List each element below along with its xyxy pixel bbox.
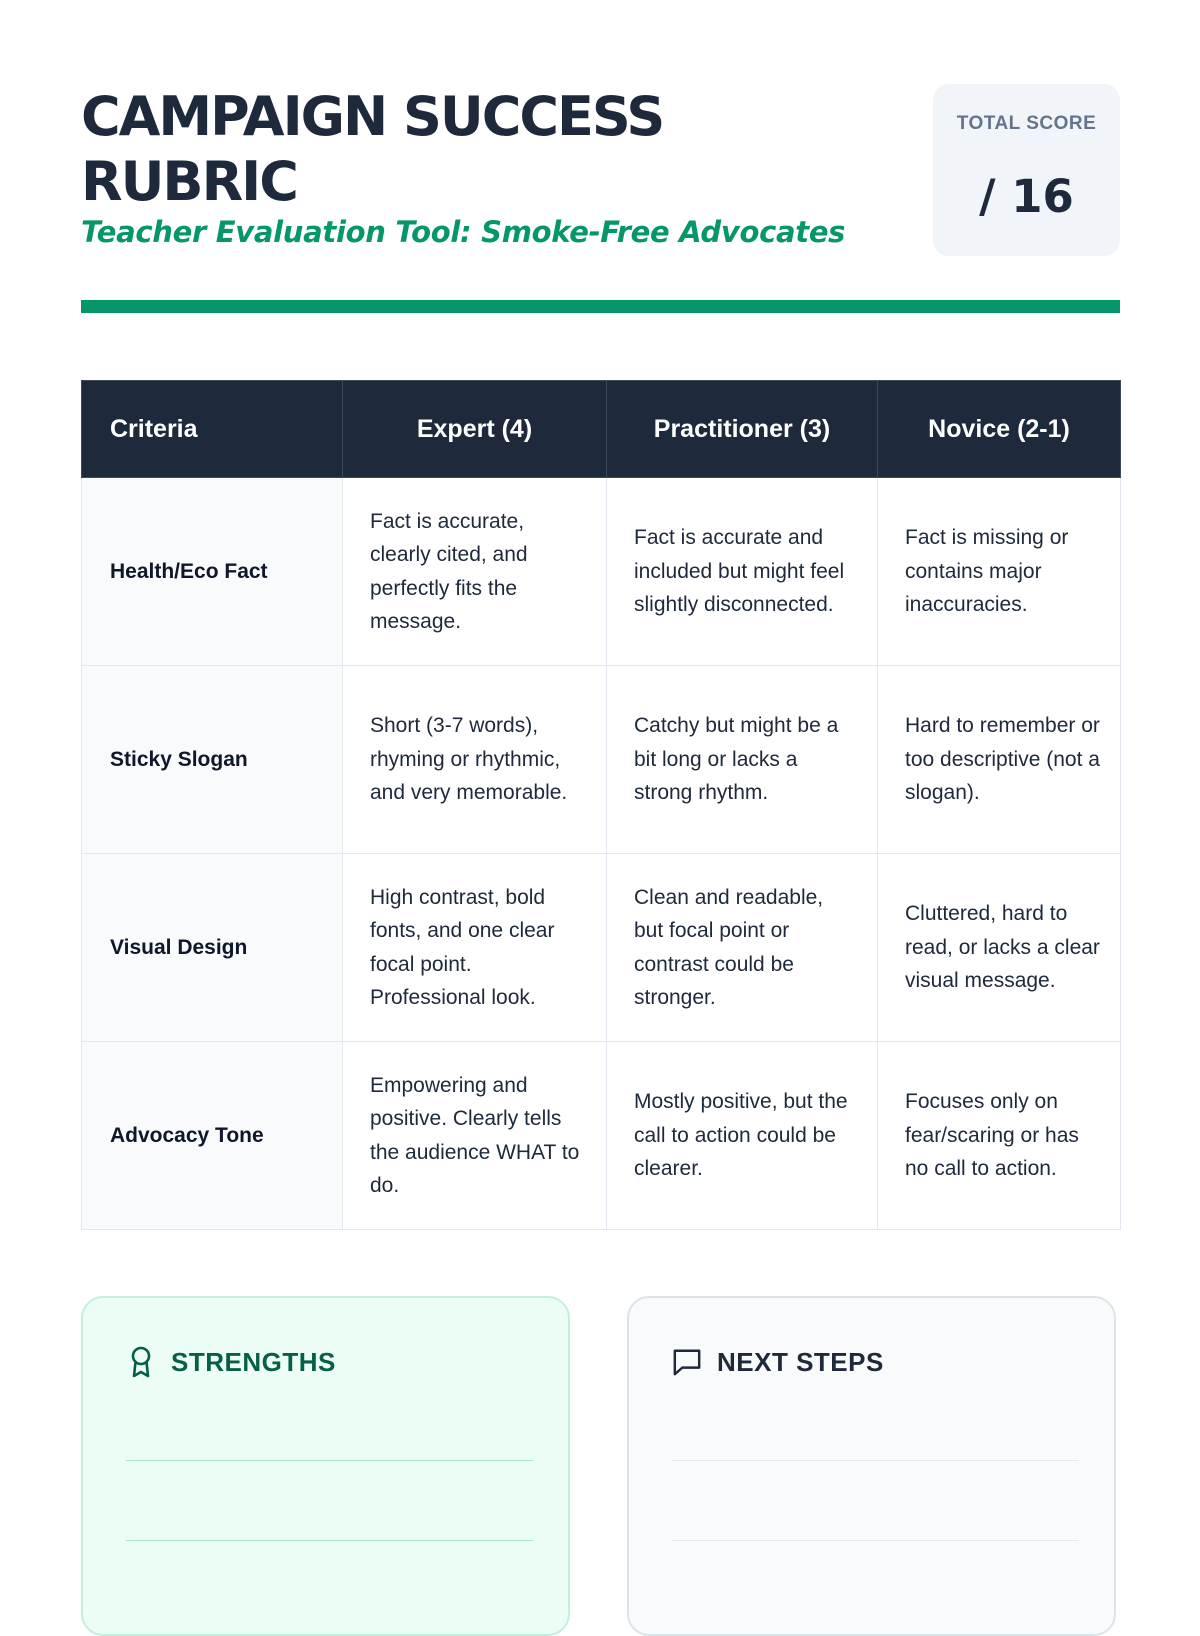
page-subtitle: Teacher Evaluation Tool: Smoke-Free Advocates [81,215,846,249]
writing-line [672,1540,1079,1541]
expert-cell: Empowering and positive. Clearly tells the audience WHAT to do. [343,1042,607,1230]
expert-cell: High contrast, bold fonts, and one clear focal point. Professional look. [343,854,607,1042]
column-header-practitioner: Practitioner (3) [607,381,878,478]
column-header-expert: Expert (4) [343,381,607,478]
expert-cell: Short (3-7 words), rhyming or rhythmic, and very memorable. [343,666,607,854]
practitioner-cell: Clean and readable, but focal point or contrast could be stronger. [607,854,878,1042]
table-row [82,1042,1121,1230]
next-steps-card [627,1296,1116,1636]
practitioner-cell: Catchy but might be a bit long or lacks a strong rhythm. [607,666,878,854]
column-header-criteria: Criteria [82,381,343,478]
criteria-cell: Sticky Slogan [82,666,343,854]
expert-cell: Fact is accurate, clearly cited, and perfectly fits the message. [343,478,607,666]
writing-line [126,1540,533,1541]
total-score-box [933,84,1120,256]
next-steps-header [672,1342,884,1382]
novice-cell: Cluttered, hard to read, or lacks a clear visual message. [878,854,1121,1042]
novice-cell: Fact is missing or contains major inaccuracies. [878,478,1121,666]
strengths-card [81,1296,570,1636]
page-title: CAMPAIGN SUCCESS RUBRIC [81,85,664,213]
rubric-table [81,380,1121,1230]
criteria-cell: Health/Eco Fact [82,478,343,666]
table-row [82,478,1121,666]
criteria-cell: Advocacy Tone [82,1042,343,1230]
strengths-header [126,1342,336,1382]
novice-cell: Focuses only on fear/scaring or has no call to action. [878,1042,1121,1230]
practitioner-cell: Mostly positive, but the call to action could be clearer. [607,1042,878,1230]
header [81,84,1120,264]
header-divider [81,300,1120,313]
speech-bubble-icon [672,1345,702,1379]
table-row [82,666,1121,854]
practitioner-cell: Fact is accurate and included but might feel slightly disconnected. [607,478,878,666]
column-header-novice: Novice (2-1) [878,381,1121,478]
writing-line [126,1460,533,1461]
next-steps-title: NEXT STEPS [717,1346,884,1377]
writing-line [672,1460,1079,1461]
rubric-page [81,0,1120,1600]
novice-cell: Hard to remember or too descriptive (not a slogan). [878,666,1121,854]
table-header-row [82,381,1121,478]
total-score-value: / 16 [979,170,1074,223]
total-score-label: TOTAL SCORE [956,113,1097,134]
award-ribbon-icon [126,1345,156,1379]
table-row [82,854,1121,1042]
criteria-cell: Visual Design [82,854,343,1042]
strengths-title: STRENGTHS [171,1346,336,1377]
